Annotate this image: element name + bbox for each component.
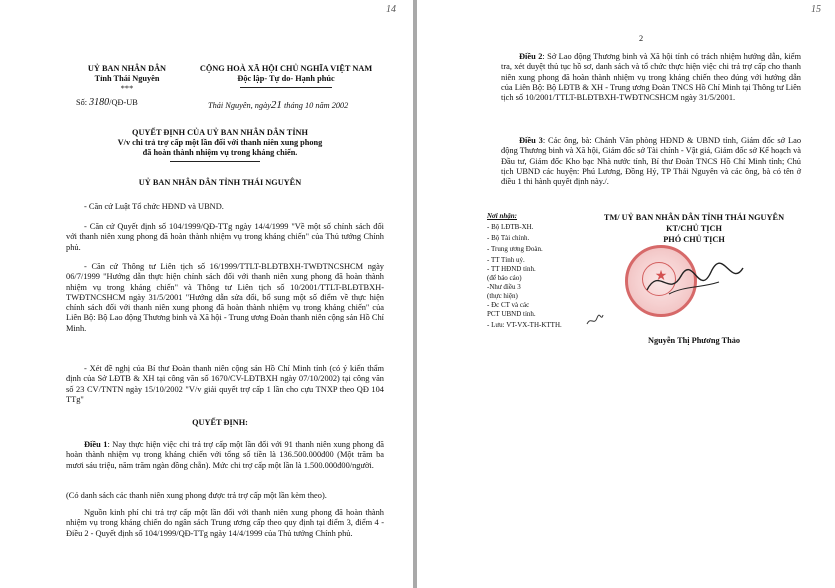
- org-name: UỶ BAN NHÂN DÂN: [87, 64, 167, 73]
- decision-heading: QUYẾT ĐỊNH:: [192, 418, 248, 427]
- basis-law: - Căn cứ Luật Tổ chức HĐND và UBND.: [84, 202, 224, 211]
- issue-date: [208, 100, 348, 111]
- article-2: [501, 52, 801, 103]
- basis-proposal: - Xét đề nghị của Bí thư Đoàn thanh niên cộng sản Hồ Chí Minh tỉnh (có ý kiến thẩm định của Sở LĐTB & XH tại công văn số 1670/CV-LĐTBXH ngày 07/10/2002) tại công văn số 23 CV/TNTN ngày 15/10/2002 "V/v giải quyết trợ cấp 1 lần cho cựu TNXP theo QĐ 104 TTg": [66, 364, 384, 404]
- signer-name: Nguyễn Thị Phương Thảo: [647, 336, 741, 345]
- document-page-1: [0, 0, 413, 588]
- national-motto: Độc lập- Tự do- Hạnh phúc: [237, 74, 335, 83]
- doc-number-value: 3180: [89, 97, 110, 108]
- country-name: CỘNG HOÀ XÃ HỘI CHỦ NGHĨA VIỆT NAM: [199, 64, 373, 73]
- recipients-heading: Nơi nhận:: [487, 212, 518, 220]
- recipient-note: (thực hiện): [487, 292, 518, 300]
- page-corner-number: 15: [811, 4, 821, 15]
- page-number: 2: [639, 34, 644, 43]
- recipient-item: PCT UBND tỉnh.: [487, 310, 536, 318]
- recipient-item: - Đc CT và các: [487, 301, 530, 309]
- article-3-text: : Các ông, bà: Chánh Văn phòng HĐND & UBND tỉnh, Giám đốc sở Lao động Thương binh và Xã hội, Giám đốc sở Tài chính - Vật giá, Giám đốc sở Kế hoạch và Đầu tư, Giám đốc Kho bạc Nhà nước tỉnh, Bí thư Đoàn TNCS Hồ Chí Minh tỉnh; Chủ tịch UBND các huyện: Phú Lương, Đồng Hỷ, TP Thái Nguyên và các ông, bà có tên ở điều 1 thi hành quyết định này./.: [501, 136, 802, 187]
- recipient-item: - Bộ Tài chính.: [487, 234, 530, 242]
- recipient-item: - TT HĐND tỉnh.: [487, 265, 536, 273]
- title-underline: [170, 161, 260, 162]
- decision-title: QUYẾT ĐỊNH CỦA UỶ BAN NHÂN DÂN TỈNH: [131, 128, 309, 137]
- signature-org: TM/ UỶ BAN NHÂN DÂN TỈNH THÁI NGUYÊN: [603, 213, 785, 222]
- recipient-item: - TT Tỉnh uỷ.: [487, 256, 525, 264]
- decision-subject-1: V/v chi trả trợ cấp một lần đối với thanh niên xung phong: [117, 138, 323, 147]
- handwritten-signature: [639, 258, 749, 308]
- article-2-label: Điều 2: [519, 52, 543, 61]
- article-1-note: (Có danh sách các thanh niên xung phong được trả trợ cấp một lần kèm theo).: [66, 491, 327, 500]
- org-stars: ***: [120, 84, 134, 93]
- article-1-label: Điều 1: [84, 440, 108, 449]
- article-1-funding: Nguồn kinh phí chi trả trợ cấp một lần đối với thanh niên xung phong đã hoàn thành nhiệm vụ trong kháng chiến do ngân sách Trung ương cấp theo quy định tại điểm 3, điểm 4 - Điều 2 - Quyết định số 104/1999/QĐ-TTg ngày 14/4/1999 của Thủ tướng Chính phủ.: [66, 508, 384, 538]
- recipient-note: (để báo cáo): [487, 274, 522, 282]
- decision-subject-2: đã hoàn thành nhiệm vụ trong kháng chiến.: [142, 148, 298, 157]
- date-prefix: Thái Nguyên, ngày: [208, 101, 271, 110]
- issuer-heading: UỶ BAN NHÂN DÂN TỈNH THÁI NGUYÊN: [138, 178, 302, 187]
- doc-number: [76, 98, 138, 108]
- signature-authority: KT/CHỦ TỊCH: [666, 224, 722, 233]
- recipient-item: - Trung ương Đoàn.: [487, 245, 543, 253]
- article-2-text: : Sở Lao động Thương binh và Xã hội tỉnh có trách nhiệm hướng dẫn, kiểm tra, xét duyệt thủ tục hồ sơ, danh sách và tổ chức thực hiện việc chi trả trợ cấp cho thanh niên xung phong đã hoàn thành nhiệm vụ trong kháng chiến theo đúng với hướng dẫn của Liên Bộ: Bộ LĐTB & XH - Trung ương Đoàn TNCS Hồ Chí Minh tại Thông tư Liên tịch số 10/2001/TTLT-BLĐTBXH-TWĐTNCSHCM ngày 31/5/2001.: [501, 52, 802, 103]
- article-3: [501, 136, 801, 187]
- basis-circulars: - Căn cứ Thông tư Liên tịch số 16/1999/TTLT-BLĐTBXH-TWĐTNCSHCM ngày 06/7/1999 "Hướng dẫn thực hiện chính sách đối với thanh niên xung phong đã hoàn thành nhiệm vụ trong kháng chiến" và Thông tư Liên tịch số 10/2001/TTLT-BLĐTBXH-TWĐTNCSHCM ngày 31/5/2001 "Hướng dẫn sửa đổi, bổ sung một số điểm về thực hiện chính sách đối với thanh niên xung phong đã hoàn thành nhiệm vụ trong kháng chiến" của Liên Bộ: Bộ Lao động Thương binh và Xã hội - Trung ương Đoàn thanh niên cộng sản Hồ Chí Minh.: [66, 262, 384, 333]
- doc-number-suffix: /QĐ-UB: [109, 98, 138, 107]
- article-1-text: : Nay thực hiện việc chi trả trợ cấp một lần đối với 91 thanh niên xung phong đã hoàn thành nhiệm vụ trong kháng chiến với tổng số tiền là 136.500.000đ00 (Một trăm ba mươi sáu triệu, năm trăm ngàn đồng chẵn). Mức chi trợ cấp một lần là 1.500.000đ00/người.: [66, 440, 384, 470]
- basis-decision-104: - Căn cứ Quyết định số 104/1999/QĐ-TTg ngày 14/4/1999 "Về một số chính sách đối với thanh niên xung phong đã hoàn thành nhiệm vụ trong kháng chiến" của Thủ tướng Chính phủ.: [66, 222, 384, 252]
- article-3-label: Điều 3: [519, 136, 543, 145]
- recipient-item: - Bộ LĐTB-XH.: [487, 223, 534, 231]
- date-month-label: tháng: [284, 101, 303, 110]
- doc-number-label: Số:: [76, 98, 88, 107]
- article-1: [66, 440, 384, 471]
- recipient-item: - Lưu: VT-VX-TH-KTTH.: [487, 321, 562, 329]
- date-day: 21: [270, 99, 282, 111]
- document-page-2: [417, 0, 835, 588]
- seal-star-icon: ★: [654, 269, 668, 284]
- date-month: 10: [304, 101, 314, 110]
- org-province: Tỉnh Thái Nguyên: [94, 74, 160, 83]
- page-corner-number: 14: [386, 4, 396, 15]
- initials-mark: [585, 312, 605, 328]
- signature-title: PHÓ CHỦ TỊCH: [663, 235, 725, 244]
- recipient-item: -Như điều 3: [487, 283, 521, 291]
- motto-underline: [240, 87, 332, 88]
- date-year: năm 2002: [315, 101, 349, 110]
